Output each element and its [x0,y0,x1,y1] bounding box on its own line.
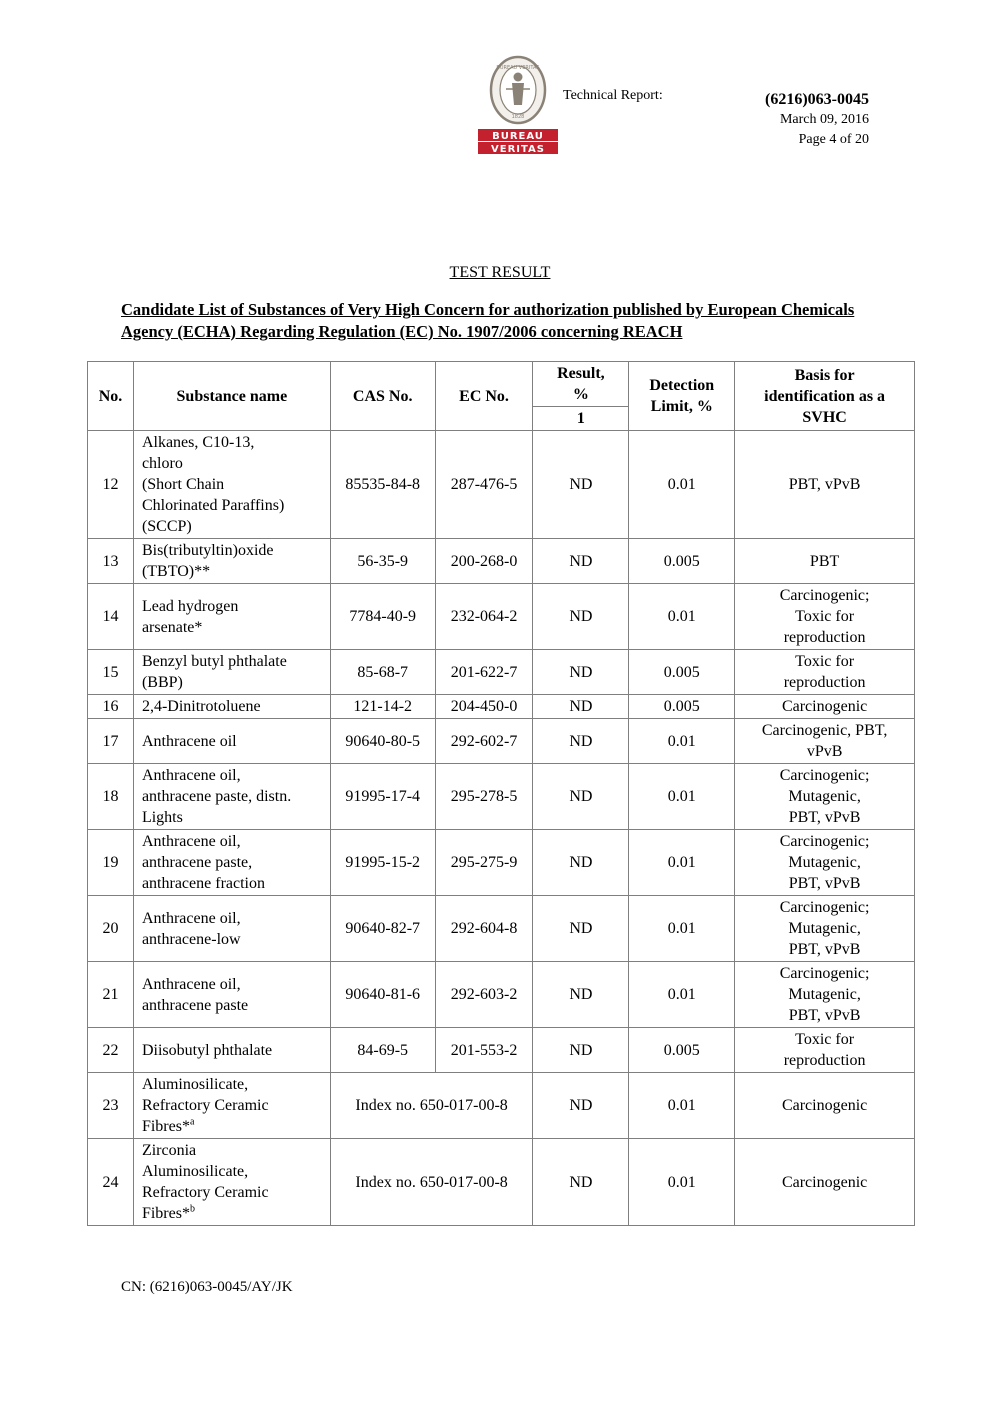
cell-basis [735,431,915,539]
header-basis-line: SVHC [802,408,847,426]
cell-substance-text: Anthracene oil, [141,767,241,784]
cell-substance-line [142,651,327,672]
cell-substance-line [142,561,327,582]
footer-cn: CN: (6216)063-0045/AY/JK [121,1279,293,1295]
cell-substance-line [142,852,327,873]
cell-limit: 0.01 [629,896,735,962]
cell-no: 14 [88,584,134,650]
cell-no: 23 [88,1073,134,1139]
header-detection-line: Limit, % [650,398,713,415]
cell-limit: 0.01 [629,1139,735,1226]
cell-substance-text: Lead hydrogen [141,597,239,615]
cell-substance-text: chloro [141,455,183,472]
cell-basis-text: reproduction [783,674,866,691]
cell-cas: 85535-84-8 [330,431,435,539]
cell-ec: 295-278-5 [435,764,533,830]
table-row [88,584,915,650]
header-basis [735,362,915,431]
cell-ec: 292-604-8 [435,896,533,962]
cell-substance [133,431,330,539]
header-basis-line: Basis for [794,366,855,384]
cell-substance-text: Anthracene oil, [141,975,241,993]
cell-substance-text: anthracene-low [141,930,241,948]
table-body [88,431,915,1226]
cell-basis-text: Carcinogenic; [779,587,870,604]
cell-ec: 204-450-0 [435,695,533,719]
report-label: Technical Report: [563,88,663,103]
cell-basis-line [738,627,911,648]
cell-basis [735,584,915,650]
cell-substance-text: anthracene paste, distn. [141,788,292,805]
cell-basis-line [738,585,911,606]
cell-substance [133,650,330,695]
cell-result: ND [533,431,629,539]
cell-basis-text: Toxic for [795,653,855,670]
report-meta [765,90,869,150]
header-result-sub: 1 [533,407,629,431]
cell-substance-line [142,1040,327,1061]
cell-limit: 0.01 [629,830,735,896]
cell-result: ND [533,962,629,1028]
cell-result: ND [533,695,629,719]
cell-substance-text: Refractory Ceramic [141,1097,269,1114]
header-result-line: % [572,386,589,403]
svg-text:VERITAS: VERITAS [491,144,545,155]
header-detection-line: Detection [649,377,715,394]
cell-basis-line [738,1050,911,1071]
cell-limit: 0.005 [629,1028,735,1073]
cell-substance-text: anthracene paste [141,996,249,1014]
cell-substance-text: anthracene paste, [141,854,253,871]
cell-substance-text: (Short Chain [141,476,225,493]
cell-substance-line [142,831,327,852]
cell-substance-text: Diisobutyl phthalate [141,1041,273,1059]
cell-no: 20 [88,896,134,962]
cell-basis-text: PBT, vPvB [788,875,861,892]
cell-substance-line [142,540,327,561]
cell-no: 13 [88,539,134,584]
cell-substance-line [142,1182,327,1203]
cell-result: ND [533,1028,629,1073]
cell-no: 12 [88,431,134,539]
cell-basis-text: Carcinogenic; [779,899,870,916]
cell-basis-text: PBT, vPvB [788,476,861,493]
cell-no: 17 [88,719,134,764]
cell-basis-text: Toxic for [795,608,855,625]
report-date: March 09, 2016 [779,112,869,127]
cell-no: 19 [88,830,134,896]
cell-substance-line [142,1074,327,1095]
cell-basis-line [738,807,911,828]
cell-basis-text: reproduction [783,629,866,646]
cell-substance [133,584,330,650]
cell-substance-line [142,995,327,1016]
cell-limit: 0.01 [629,719,735,764]
cell-no: 22 [88,1028,134,1073]
table-row [88,830,915,896]
cell-basis-text: Carcinogenic; [779,833,870,850]
header-cas: CAS No. [330,362,435,431]
table-row [88,650,915,695]
cell-substance-line [142,731,327,752]
cell-ec: 295-275-9 [435,830,533,896]
cell-substance [133,962,330,1028]
cell-substance-text: Refractory Ceramic [141,1184,269,1201]
cell-limit: 0.01 [629,764,735,830]
report-number: (6216)063-0045 [765,91,869,108]
page-number: Page 4 of 20 [798,132,869,147]
results-table [87,361,915,1226]
cell-substance-text: Bis(tributyltin)oxide [141,542,274,559]
cell-basis-line [738,963,911,984]
cell-ec: 232-064-2 [435,584,533,650]
footnote-mark: b [189,1203,195,1215]
cell-limit: 0.005 [629,539,735,584]
cell-substance-text: Anthracene oil, [141,833,241,850]
cell-limit: 0.01 [629,584,735,650]
cell-basis-text: reproduction [783,1052,866,1069]
table-row [88,1139,915,1226]
cell-ec: 200-268-0 [435,539,533,584]
cell-substance-line [142,1161,327,1182]
cell-substance-line [142,596,327,617]
cell-basis-line [738,551,911,572]
cell-substance-text: Anthracene oil, [141,909,241,927]
cell-basis-line [738,852,911,873]
cell-ec: 292-603-2 [435,962,533,1028]
cell-substance-text: Fibres* [141,1118,190,1135]
svg-text:BUREAU: BUREAU [492,131,544,142]
cell-substance-line [142,908,327,929]
cell-substance-line [142,495,327,516]
table-row [88,719,915,764]
table-header-row [88,362,915,407]
cell-result: ND [533,1139,629,1226]
cell-cas: 7784-40-9 [330,584,435,650]
cell-cas: 91995-17-4 [330,764,435,830]
cell-substance-line [142,453,327,474]
cell-cas: 90640-80-5 [330,719,435,764]
cell-substance-line [142,1203,327,1224]
header-basis-line: identification as a [764,387,886,405]
cell-basis-text: Toxic for [795,1031,855,1048]
header-substance: Substance name [133,362,330,431]
cell-substance [133,764,330,830]
cell-basis [735,539,915,584]
cell-basis-line [738,786,911,807]
cell-basis-text: Carcinogenic; [779,767,870,784]
cell-substance [133,896,330,962]
cell-result: ND [533,896,629,962]
cell-basis-line [738,897,911,918]
cell-basis-text: Mutagenic, [788,788,861,805]
table-row [88,1028,915,1073]
cell-basis [735,764,915,830]
cell-no: 15 [88,650,134,695]
svg-text:BUREAU VERITAS: BUREAU VERITAS [496,65,540,71]
cell-basis-line [738,1172,911,1193]
cell-basis-line [738,720,911,741]
cell-substance-text: anthracene fraction [141,875,265,892]
cell-basis-text: Carcinogenic [781,1173,868,1191]
cell-basis-text: Carcinogenic; [779,965,870,982]
cell-substance-text: (BBP) [141,674,183,691]
cell-ec: 201-622-7 [435,650,533,695]
cell-substance-text: Chlorinated Paraffins) [141,497,285,514]
cell-substance [133,539,330,584]
cell-basis-line [738,984,911,1005]
cell-limit: 0.01 [629,1073,735,1139]
cell-substance-text: (SCCP) [141,518,192,535]
cell-cas: 90640-82-7 [330,896,435,962]
cell-index-no: Index no. 650-017-00-8 [330,1073,533,1139]
cell-basis-line [738,939,911,960]
cell-no: 16 [88,695,134,719]
cell-basis-line [738,765,911,786]
header-result-line: Result, [557,365,605,382]
cell-substance-line [142,672,327,693]
svg-text:1828: 1828 [511,114,525,120]
header-no: No. [88,362,134,431]
cell-basis-line [738,918,911,939]
cell-substance-text: Anthracene oil [141,732,237,750]
cell-substance-text: arsenate* [141,618,203,636]
cell-limit: 0.01 [629,962,735,1028]
cell-substance-line [142,873,327,894]
cell-result: ND [533,719,629,764]
cell-cas: 84-69-5 [330,1028,435,1073]
cell-ec: 292-602-7 [435,719,533,764]
list-title: Candidate List of Substances of Very High Concern for authorization published by European Chemicals Agency (ECHA) Regarding Regulation (EC) No. 1907/2006 concerning REACH [121,300,855,341]
table-row [88,962,915,1028]
cell-basis-text: Carcinogenic [781,1097,868,1114]
cell-substance-text: (TBTO)** [141,563,211,580]
bureau-veritas-logo [476,55,560,157]
cell-index-no: Index no. 650-017-00-8 [330,1139,533,1226]
cell-basis [735,896,915,962]
section-title: TEST RESULT [449,264,551,281]
cell-basis-line [738,1005,911,1026]
cell-basis-line [738,831,911,852]
cell-substance [133,830,330,896]
cell-result: ND [533,539,629,584]
cell-basis [735,1073,915,1139]
cell-substance-line [142,474,327,495]
cell-ec: 287-476-5 [435,431,533,539]
cell-substance-line [142,617,327,638]
cell-cas: 91995-15-2 [330,830,435,896]
cell-substance [133,1139,330,1226]
cell-substance-text: Alkanes, C10-13, [141,434,255,451]
cell-substance-line [142,696,327,717]
cell-ec: 201-553-2 [435,1028,533,1073]
cell-basis [735,695,915,719]
cell-limit: 0.01 [629,431,735,539]
cell-cas: 90640-81-6 [330,962,435,1028]
cell-substance-text: Aluminosilicate, [141,1163,249,1180]
cell-substance-line [142,516,327,537]
cell-basis-text: Carcinogenic, PBT, [761,722,888,739]
header-result [533,362,629,407]
cell-basis-line [738,651,911,672]
cell-result: ND [533,830,629,896]
cell-substance-line [142,1140,327,1161]
cell-cas: 121-14-2 [330,695,435,719]
table-row [88,1073,915,1139]
cell-substance-text: Aluminosilicate, [141,1076,249,1093]
table-row [88,764,915,830]
cell-substance-line [142,432,327,453]
cell-result: ND [533,650,629,695]
cell-basis [735,719,915,764]
cell-result: ND [533,584,629,650]
cell-result: ND [533,1073,629,1139]
cell-basis-text: PBT, vPvB [788,1007,861,1024]
cell-substance-line [142,974,327,995]
cell-basis-line [738,1029,911,1050]
cell-limit: 0.005 [629,695,735,719]
cell-substance [133,695,330,719]
cell-basis-line [738,696,911,717]
cell-basis-line [738,606,911,627]
cell-substance-text: Benzyl butyl phthalate [141,653,287,670]
cell-substance-text: 2,4-Dinitrotoluene [141,698,261,715]
cell-basis-text: Mutagenic, [788,920,861,937]
cell-substance [133,719,330,764]
cell-basis-text: vPvB [806,743,843,760]
cell-basis-line [738,873,911,894]
cell-substance-text: Fibres* [141,1205,190,1222]
table-row [88,695,915,719]
cell-basis-line [738,741,911,762]
table-row [88,539,915,584]
cell-substance [133,1073,330,1139]
cell-basis [735,1139,915,1226]
cell-substance-text: Zirconia [141,1142,197,1159]
cell-basis-line [738,474,911,495]
cell-basis-text: PBT, vPvB [788,809,861,826]
cell-substance-line [142,1095,327,1116]
cell-cas: 56-35-9 [330,539,435,584]
cell-basis [735,830,915,896]
cell-no: 21 [88,962,134,1028]
table-row [88,896,915,962]
header-ec: EC No. [435,362,533,431]
cell-basis-text: Mutagenic, [788,986,861,1003]
cell-cas: 85-68-7 [330,650,435,695]
cell-substance [133,1028,330,1073]
cell-substance-line [142,1116,327,1137]
cell-substance-line [142,929,327,950]
header-detection [629,362,735,431]
footnote-mark: a [189,1116,195,1128]
cell-substance-text: Lights [141,809,183,826]
cell-basis-text: Carcinogenic [781,698,868,715]
cell-basis-line [738,1095,911,1116]
cell-no: 24 [88,1139,134,1226]
cell-basis [735,650,915,695]
cell-basis-line [738,672,911,693]
cell-no: 18 [88,764,134,830]
cell-basis-text: Mutagenic, [788,854,861,871]
table-row [88,431,915,539]
cell-result: ND [533,764,629,830]
cell-basis-text: PBT, vPvB [788,941,861,958]
cell-substance-line [142,807,327,828]
cell-basis-text: PBT [809,552,840,570]
cell-basis [735,962,915,1028]
cell-substance-line [142,765,327,786]
cell-limit: 0.005 [629,650,735,695]
cell-basis [735,1028,915,1073]
cell-substance-line [142,786,327,807]
